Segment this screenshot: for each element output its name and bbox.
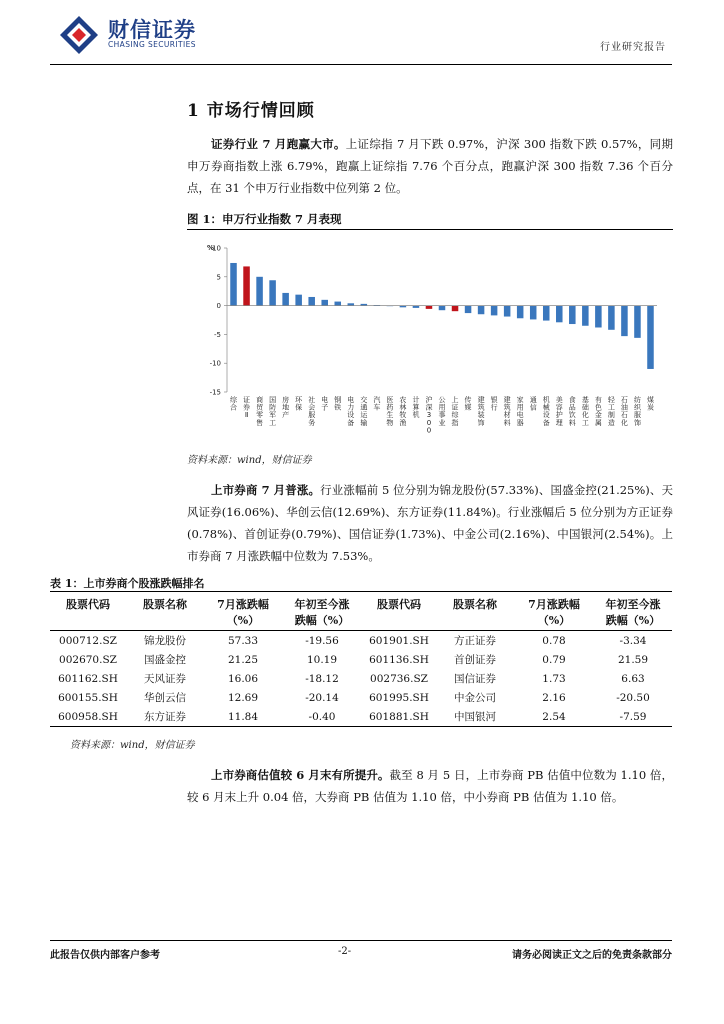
- y-tick-label: 0: [216, 302, 221, 311]
- x-category-label: 建筑装饰: [477, 396, 485, 427]
- footer-disclaimer-right: 请务必阅读正文之后的免责条款部分: [512, 950, 672, 961]
- table-cell: 601901.SH: [369, 634, 429, 647]
- table-cell: 0.78: [542, 634, 566, 647]
- column-header: 年初至今涨: [282, 592, 362, 613]
- x-category-label: 美容护理: [555, 396, 563, 427]
- table-row: [50, 631, 672, 651]
- bar: [517, 306, 524, 319]
- column-header: 股票代码: [362, 592, 436, 613]
- x-category-label: 石油石化: [620, 396, 628, 427]
- table-cell: 12.69: [227, 691, 259, 704]
- y-tick-label: 5: [216, 273, 221, 282]
- bar: [530, 306, 537, 320]
- y-tick-label: -5: [214, 330, 221, 339]
- paragraph-lead: 证券行业 7 月跑赢大市。: [211, 137, 346, 151]
- x-category-label: 钢铁: [334, 396, 342, 412]
- bar: [439, 306, 446, 311]
- column-header: 年初至今涨: [594, 592, 672, 613]
- column-header: 7月涨跌幅: [204, 592, 282, 613]
- table-cell: 601995.SH: [369, 691, 429, 704]
- column-header-unit: （%）: [204, 612, 282, 631]
- table-cell: 000712.SZ: [59, 634, 117, 647]
- table-cell: 21.59: [617, 653, 649, 666]
- y-tick-label: -10: [209, 359, 221, 368]
- table-cell: 10.19: [306, 653, 338, 666]
- table-header-row: [50, 592, 672, 613]
- bar: [647, 306, 654, 369]
- x-category-label: 煤炭: [646, 396, 654, 412]
- table-cell: 锦龙股份: [144, 635, 186, 647]
- column-header-unit: [436, 612, 514, 631]
- bar: [595, 306, 602, 328]
- column-header-unit: [50, 612, 126, 631]
- table-cell: 21.25: [227, 653, 259, 666]
- column-header: 股票名称: [436, 592, 514, 613]
- table-cell: 002736.SZ: [370, 672, 428, 685]
- bar: [269, 280, 276, 305]
- x-category-label: 汽车: [373, 396, 381, 412]
- x-category-label: 纺织服饰: [633, 396, 641, 427]
- x-category-label: 综合: [230, 396, 238, 412]
- x-category-label: 电力设备: [347, 396, 355, 427]
- footer-disclaimer-left: 此报告仅供内部客户参考: [50, 950, 160, 961]
- table-cell: 国盛金控: [144, 654, 186, 666]
- bar: [452, 306, 459, 312]
- table-cell: 11.84: [204, 707, 282, 727]
- x-category-label: 公用事业: [438, 396, 446, 427]
- paragraph-market-review: [187, 133, 673, 199]
- column-header-unit: 跌幅（%）: [282, 612, 362, 631]
- bar: [608, 306, 615, 330]
- y-tick-label: -15: [209, 388, 221, 397]
- x-category-label: 交通运输: [360, 396, 368, 427]
- column-header-unit: [126, 612, 204, 631]
- bar: [582, 306, 589, 326]
- column-header: 7月涨跌幅: [514, 592, 594, 613]
- report-type: 行业研究报告: [600, 42, 666, 53]
- company-logo-icon: [58, 14, 100, 56]
- table-cell: 2.16: [542, 691, 566, 704]
- table-cell: 1.73: [542, 672, 566, 685]
- column-header: 股票名称: [126, 592, 204, 613]
- company-name-en: CHASING SECURITIES: [108, 40, 196, 49]
- x-category-label: 家用电器: [516, 396, 524, 427]
- table-title: 表 1：上市券商个股涨跌幅排名: [50, 577, 205, 590]
- x-category-label: 环保: [295, 396, 303, 412]
- table-cell: 国信证券: [454, 673, 496, 685]
- x-category-label: 社会服务: [308, 396, 316, 427]
- bar: [504, 306, 511, 317]
- paragraph-valuation: [187, 764, 673, 808]
- bar: [465, 306, 472, 313]
- table-cell: 601881.SH: [362, 707, 436, 727]
- table-cell: 601136.SH: [369, 653, 429, 666]
- table-cell: -7.59: [594, 707, 672, 727]
- table-cell: -20.50: [616, 691, 650, 704]
- company-name-cn: 财信证券: [108, 18, 196, 42]
- section-title: 1 市场行情回顾: [187, 101, 315, 121]
- bar: [543, 306, 550, 321]
- x-category-label: 机械设备: [542, 396, 550, 427]
- x-category-label: 食品饮料: [568, 396, 576, 427]
- x-category-label: 银行: [490, 396, 498, 412]
- table-cell: -19.56: [305, 634, 339, 647]
- x-category-label: 通信: [529, 396, 537, 412]
- x-category-label: 建筑材料: [503, 396, 511, 427]
- x-category-label: 传媒: [464, 396, 472, 412]
- table-cell: 6.63: [621, 672, 645, 685]
- bar: [491, 306, 498, 316]
- table-row: [50, 650, 672, 669]
- table-row: [50, 707, 672, 727]
- page-number: -2-: [338, 946, 352, 957]
- paragraph-broker-stocks: [187, 479, 673, 567]
- table-source: 资料来源：wind，财信证券: [70, 740, 195, 751]
- column-header-unit: 跌幅（%）: [594, 612, 672, 631]
- paragraph-body: 上证综指 7 月下跌 0.97%，沪深 300 指数下跌 0.57%，同期申万券商指数上涨 6.79%，跑赢上证综指 7.76 个百分点，跑赢沪深 300 指数 7.36 个百分点，在 31 个申万行业指数中位列第 2 位。: [187, 137, 673, 195]
- header-divider: [50, 64, 672, 65]
- table-cell: 002670.SZ: [59, 653, 117, 666]
- table-cell: 601162.SH: [58, 672, 118, 685]
- table-cell: 首创证券: [454, 654, 496, 666]
- table-cell: 东方证券: [126, 707, 204, 727]
- y-axis-unit-label: %: [207, 244, 215, 252]
- x-category-label: 计算机: [412, 396, 420, 420]
- table-cell: 方正证券: [454, 635, 496, 647]
- table-cell: -3.34: [619, 634, 647, 647]
- table-cell: -0.40: [282, 707, 362, 727]
- column-header-unit: （%）: [514, 612, 594, 631]
- x-category-label: 农林牧渔: [399, 396, 407, 427]
- footer-divider: [50, 940, 672, 941]
- figure-title: 图 1：申万行业指数 7 月表现: [187, 211, 673, 230]
- bar: [634, 306, 641, 338]
- bar: [426, 306, 433, 309]
- x-category-label: 上证综指: [451, 396, 459, 427]
- bar: [295, 295, 302, 306]
- x-category-label: 房地产: [282, 396, 290, 420]
- bar: [256, 277, 263, 306]
- bar: [243, 266, 250, 305]
- paragraph-body: 行业涨幅前 5 位分别为锦龙股份(57.33%)、国盛金控(21.25%)、天风证券(16.06%)、华创云信(12.69%)、东方证券(11.84%)。行业涨幅后 5 位分别为方正证券(0.78%)、首创证券(0.79%)、国信证券(1.73%)、中金公司(2.16%)、中国银河(2.54%)。上市券商 7 月涨跌幅中位数为 7.53%。: [187, 483, 673, 563]
- x-category-label: 基础化工: [581, 396, 589, 427]
- table-cell: 2.54: [514, 707, 594, 727]
- x-category-label: 沪深 3 0 0: [425, 396, 433, 435]
- table-cell: -18.12: [305, 672, 339, 685]
- bar: [230, 263, 237, 306]
- bar: [478, 306, 485, 315]
- bar: [556, 306, 563, 323]
- bar: [321, 300, 328, 306]
- table-cell: 中国银河: [436, 707, 514, 727]
- bar: [569, 306, 576, 324]
- table-row: [50, 669, 672, 688]
- table-cell: 华创云信: [144, 692, 186, 704]
- x-category-label: 有色金属: [594, 396, 602, 427]
- bar: [308, 297, 315, 306]
- x-category-label: 医药生物: [386, 396, 394, 427]
- bar: [335, 302, 342, 306]
- table-cell: 57.33: [227, 634, 259, 647]
- y-tick-label: 10: [212, 244, 221, 253]
- x-category-label: 国防军工: [269, 396, 277, 427]
- table-cell: 天风证券: [144, 673, 186, 685]
- table-row: [50, 688, 672, 707]
- bar-chart: [187, 232, 673, 447]
- table-cell: 0.79: [542, 653, 566, 666]
- column-header: 股票代码: [50, 592, 126, 613]
- paragraph-lead: 上市券商 7 月普涨。: [211, 483, 321, 497]
- bar: [621, 306, 628, 337]
- x-category-label: 电子: [321, 396, 329, 412]
- table-cell: -20.14: [305, 691, 339, 704]
- paragraph-body: 截至 8 月 5 日，上市券商 PB 估值中位数为 1.10 倍，较 6 月末上升 0.04 倍，大券商 PB 估值为 1.10 倍，中小券商 PB 估值为 1.10 倍。: [187, 768, 674, 804]
- table-cell: 16.06: [227, 672, 259, 685]
- table-header-row: [50, 612, 672, 631]
- x-category-label: 商贸零售: [256, 396, 264, 427]
- figure-source: 资料来源：wind，财信证券: [187, 455, 312, 466]
- table-cell: 600958.SH: [50, 707, 126, 727]
- column-header-unit: [362, 612, 436, 631]
- paragraph-lead: 上市券商估值较 6 月末有所提升。: [211, 768, 390, 782]
- x-category-label: 轻工制造: [607, 396, 615, 427]
- bar: [282, 293, 289, 306]
- table-cell: 600155.SH: [58, 691, 118, 704]
- broker-ranking-table: [50, 591, 672, 727]
- x-category-label: 证券 Ⅱ: [243, 396, 251, 420]
- table-cell: 中金公司: [454, 692, 496, 704]
